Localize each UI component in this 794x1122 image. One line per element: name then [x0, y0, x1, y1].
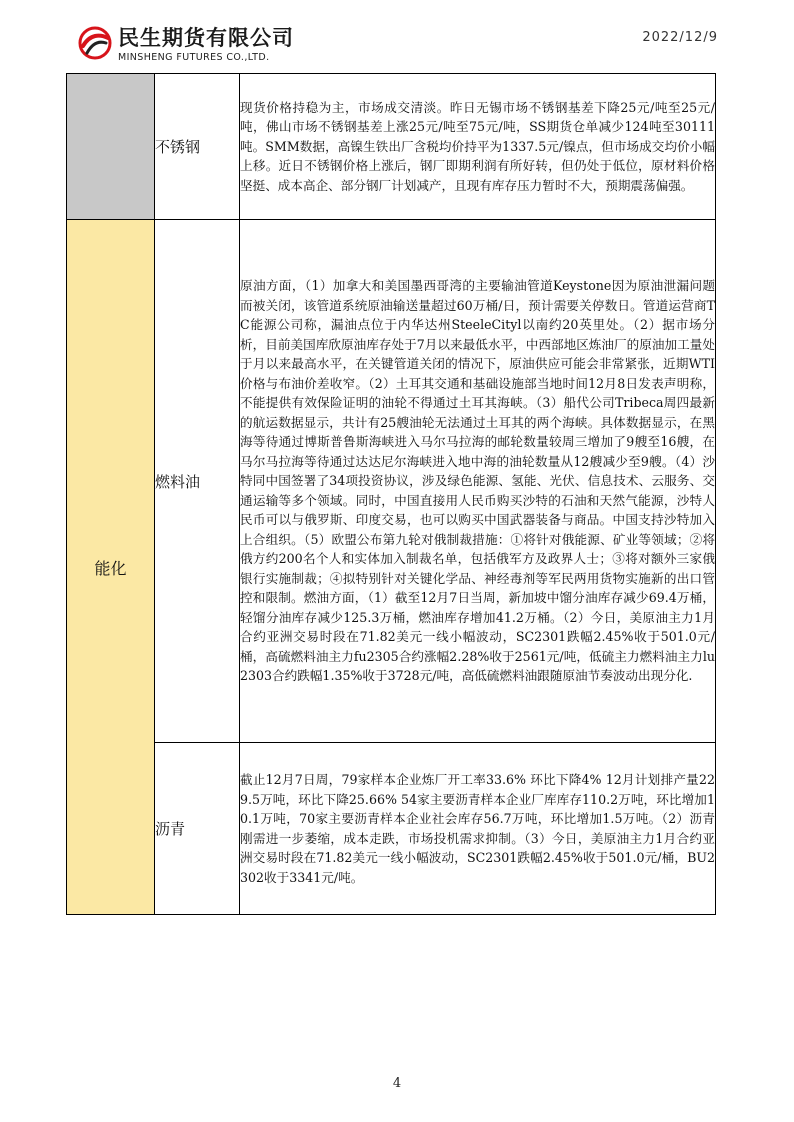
sector-cell: [67, 74, 155, 220]
commodity-table: [66, 73, 716, 915]
product-cell: 燃料油: [155, 220, 240, 743]
table-row: [67, 220, 716, 743]
content-cell: 截止12月7日周，79家样本企业炼厂开工率33.6% 环比下降4% 12月计划排产量229.5万吨，环比下降25.66% 54家主要沥青样本企业厂库库存110.2万吨，环比增加10.1万吨，70家主要沥青样本企业社会库存56.7万吨，环比增加1.5万吨。（2）沥青刚需进一步萎缩，成本走跌，市场投机需求抑制。（3）今日，美原油主力1月合约亚洲交易时段在71.82美元一线小幅波动，SC2301跌幅2.45%收于501.0元/桶，BU2302收于3341元/吨。: [240, 743, 716, 915]
product-cell: 不锈钢: [155, 74, 240, 220]
minsheng-logo-icon: [78, 26, 112, 60]
content-cell: 原油方面，（1）加拿大和美国墨西哥湾的主要输油管道Keystone因为原油泄漏问题而被关闭，该管道系统原油输送量超过60万桶/日，预计需要关停数日。管道运营商TC能源公司称，漏油点位于内华达州SteeleCityl以南约20英里处。（2）据市场分析，目前美国库欣原油库存处于7月以来最低水平，中西部地区炼油厂的原油加工量处于月以来最高水平，在关键管道关闭的情况下，原油供应可能会非常紧张，近期WTI价格与布油价差收窄。（2）土耳其交通和基础设施部当地时间12月8日发表声明称，不能提供有效保险证明的油轮不得通过土耳其海峡。（3）船代公司Tribeca周四最新的航运数据显示，共计有25艘油轮无法通过土耳其的两个海峡。具体数据显示，在黑海等待通过博斯普鲁斯海峡进入马尔马拉海的邮轮数量较周三增加了9艘至16艘，在马尔马拉海等待通过达达尼尔海峡进入地中海的油轮数量从12艘减少至9艘。（4）沙特同中国签署了34项投资协议，涉及绿色能源、氢能、光伏、信息技术、云服务、交通运输等多个领域。同时，中国直接用人民币购买沙特的石油和天然气能源，沙特人民币可以与俄罗斯、印度交易，也可以购买中国武器装备与商品。中国支持沙特加入上合组织。（5）欧盟公布第九轮对俄制裁措施：①将针对俄能源、矿业等领域；②将俄方约200名个人和实体加入制裁名单，包括俄军方及政界人士；③将对额外三家俄银行实施制裁；④拟特别针对关键化学品、神经毒剂等军民两用货物实施新的出口管控和限制。燃油方面，（1）截至12月7日当周，新加坡中馏分油库存减少69.4万桶，轻馏分油库存减少125.3万桶，燃油库存增加41.2万桶。（2）今日，美原油主力1月合约亚洲交易时段在71.82美元一线小幅波动，SC2301跌幅2.45%收于501.0元/桶，高硫燃料油主力fu2305合约涨幅2.28%收于2561元/吨，低硫主力燃料油主力lu2303合约跌幅1.35%收于3728元/吨，高低硫燃料油跟随原油节奏波动出现分化.: [240, 220, 716, 743]
page-number: 4: [392, 1076, 402, 1091]
company-name-en: MINSHENG FUTURES CO.,LTD.: [118, 52, 270, 63]
product-cell: 沥青: [155, 743, 240, 915]
sector-cell: 能化: [67, 220, 155, 915]
company-name-cn: 民生期货有限公司: [118, 26, 294, 50]
report-date: 2022/12/9: [642, 30, 718, 45]
table-row: [67, 74, 716, 220]
content-cell: 现货价格持稳为主，市场成交清淡。昨日无锡市场不锈钢基差下降25元/吨至25元/吨，佛山市场不锈钢基差上涨25元/吨至75元/吨，SS期货仓单减少124吨至30111吨。SMM数据，高镍生铁出厂含税均价持平为1337.5元/镍点，但市场成交均价小幅上移。近日不锈钢价格上涨后，钢厂即期利润有所好转，但仍处于低位，原材料价格坚挺、成本高企、部分钢厂计划减产，且现有库存压力暂时不大，预期震荡偏强。: [240, 74, 716, 220]
table-row: [67, 743, 716, 915]
page-header: [0, 0, 794, 70]
